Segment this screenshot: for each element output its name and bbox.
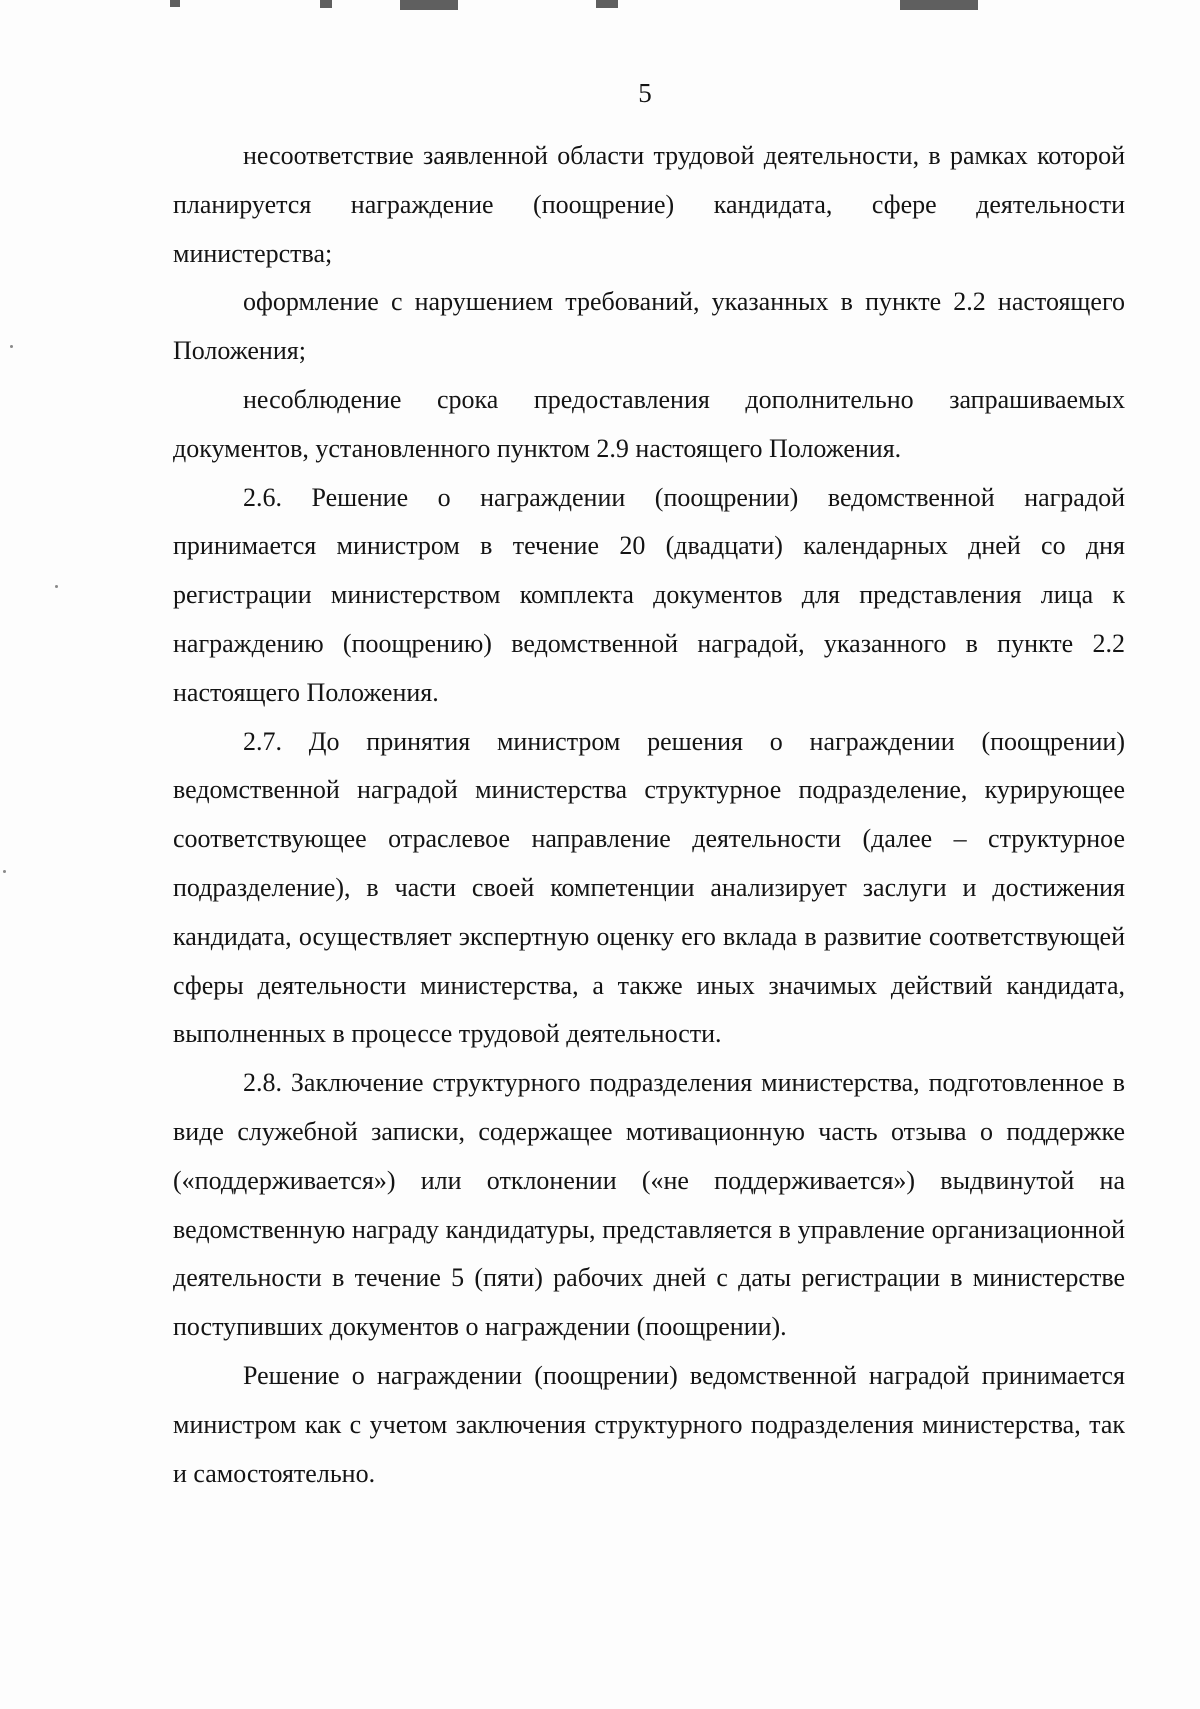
paragraph-rejection-reason-deadline: несоблюдение срока предоставления дополнительно запрашиваемых документов, установленного пунктом 2.9 настоящего Положения. xyxy=(173,384,1125,463)
paragraph-final-decision: Решение о награждении (поощрении) ведомственной наградой принимается министром как с учетом заключения структурного подразделения министерства, так и самостоятельно. xyxy=(173,1360,1125,1488)
page-number: 5 xyxy=(638,78,652,108)
scan-artifact xyxy=(596,0,618,8)
scan-artifact xyxy=(170,0,180,7)
paragraph-rejection-reason-format: оформление с нарушением требований, указанных в пункте 2.2 настоящего Положения; xyxy=(173,287,1125,366)
scan-artifact xyxy=(320,0,332,8)
paragraph-rejection-reason-scope: несоответствие заявленной области трудовой деятельности, в рамках которой планируется награждение (поощрение) кандидата, сфере деятельности министерства; xyxy=(173,141,1125,268)
scan-speck xyxy=(3,870,6,873)
paragraph-clause-2-8: 2.8. Заключение структурного подразделения министерства, подготовленное в виде служебной записки, содержащее мотивационную часть отзыва о поддержке («поддерживается») или отклонении («не поддерживается») выдвинутой на ведомственную награду кандидатуры, представляется в управление организационной деятельности в течение 5 (пяти) рабочих дней с даты регистрации в министерстве поступивших документов о награждении (поощрении). xyxy=(173,1068,1125,1342)
scan-artifact xyxy=(400,0,458,10)
paragraph-clause-2-6: 2.6. Решение о награждении (поощрении) ведомственной наградой принимается министром в течение 20 (двадцати) календарных дней со дня регистрации министерством комплекта документов для представления лица к награждению (поощрению) ведомственной наградой, указанного в пункте 2.2 настоящего Положения. xyxy=(173,482,1125,707)
scan-artifact xyxy=(900,0,978,10)
scan-speck xyxy=(55,585,58,588)
scan-speck xyxy=(10,345,13,348)
document-body xyxy=(173,132,1125,1498)
paragraph-clause-2-7: 2.7. До принятия министром решения о награждении (поощрении) ведомственной наградой министерства структурное подразделение, курирующее соответствующее отраслевое направление деятельности (далее – структурное подразделение), в части своей компетенции анализирует заслуги и достижения кандидата, осуществляет экспертную оценку его вклада в развитие соответствующей сферы деятельности министерства, а также иных значимых действий кандидата, выполненных в процессе трудовой деятельности. xyxy=(173,726,1125,1049)
